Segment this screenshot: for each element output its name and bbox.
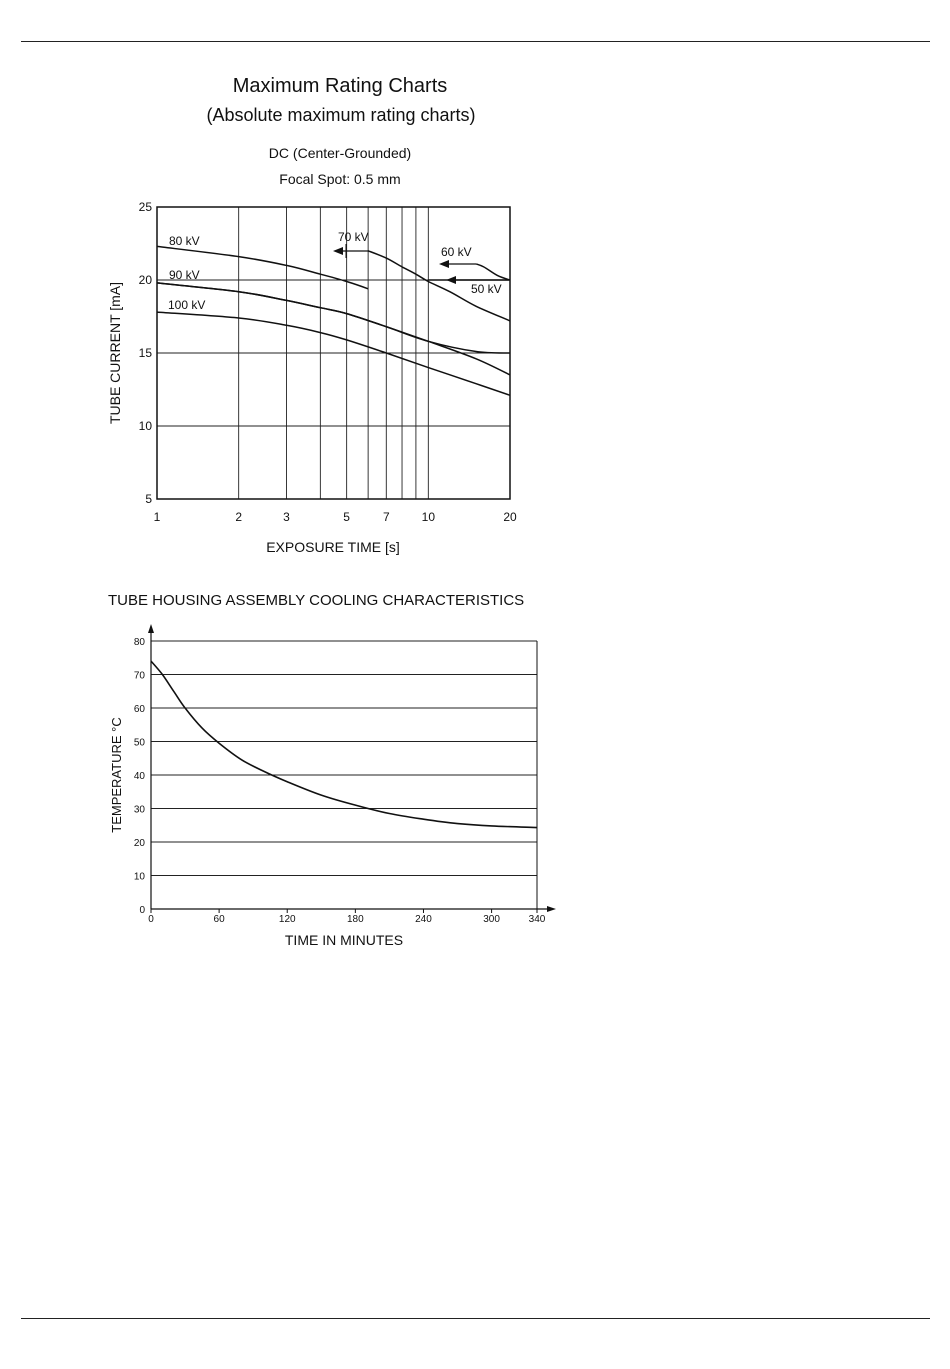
page-title: Maximum Rating Charts bbox=[232, 75, 448, 97]
rating-series-label: 50 kV bbox=[471, 282, 502, 296]
rating-x-tick-label: 7 bbox=[382, 510, 390, 524]
cooling-y-axis-label: TEMPERATURE °C bbox=[109, 717, 124, 833]
rating-x-tick-label: 3 bbox=[283, 510, 290, 524]
cooling-x-tick-label: 0 bbox=[148, 914, 154, 925]
rating-y-tick-label: 5 bbox=[145, 492, 152, 506]
rating-series-line-60-kv bbox=[476, 264, 510, 280]
rating-y-tick-label: 10 bbox=[138, 419, 152, 433]
condition-label: DC (Center-Grounded) bbox=[268, 145, 412, 161]
rating-y-tick-label: 15 bbox=[138, 346, 152, 360]
page-subtitle: (Absolute maximum rating charts) bbox=[206, 105, 476, 125]
arrow-60kv-head bbox=[439, 260, 449, 268]
rating-x-axis-label: EXPOSURE TIME [s] bbox=[266, 539, 400, 555]
arrow-70kv-head bbox=[333, 247, 343, 255]
rating-x-tick-label: 5 bbox=[343, 510, 350, 524]
rating-x-tick-label: 1 bbox=[153, 510, 161, 524]
cooling-x-tick-label: 240 bbox=[415, 914, 432, 925]
rating-series-label: 80 kV bbox=[169, 234, 200, 248]
cooling-y-axis-arrow bbox=[148, 624, 154, 633]
cooling-curve bbox=[151, 661, 537, 828]
cooling-y-tick-label: 30 bbox=[133, 804, 145, 816]
rating-series-label: 90 kV bbox=[169, 268, 200, 282]
cooling-x-tick-label: 60 bbox=[213, 914, 225, 925]
cooling-chart-title: TUBE HOUSING ASSEMBLY COOLING CHARACTERISTICS bbox=[108, 592, 525, 609]
cooling-y-tick-label: 70 bbox=[133, 670, 145, 682]
arrow-50kv-head bbox=[446, 276, 456, 284]
cooling-y-tick-label: 40 bbox=[133, 771, 145, 782]
rating-series-line-100-kv bbox=[157, 312, 510, 395]
rating-series-line-curve-6 bbox=[157, 283, 510, 375]
rating-series-line-90-kv bbox=[157, 283, 510, 353]
rating-x-tick-label: 10 bbox=[421, 510, 436, 524]
cooling-y-tick-label: 20 bbox=[133, 838, 145, 849]
rating-series-label: 100 kV bbox=[168, 298, 206, 312]
cooling-y-tick-label: 60 bbox=[133, 704, 145, 715]
cooling-y-tick-label: 50 bbox=[133, 737, 145, 749]
rating-x-tick-label: 2 bbox=[235, 510, 243, 524]
cooling-x-tick-label: 180 bbox=[347, 914, 364, 925]
focal-spot-label: Focal Spot: 0.5 mm bbox=[279, 171, 401, 187]
cooling-x-tick-label: 120 bbox=[278, 914, 296, 925]
rating-y-tick-label: 25 bbox=[138, 200, 152, 214]
cooling-x-axis-arrow bbox=[547, 906, 556, 912]
rating-series-label: 70 kV bbox=[338, 230, 369, 244]
rating-y-axis-label: TUBE CURRENT [mA] bbox=[107, 281, 123, 425]
cooling-y-tick-label: 80 bbox=[133, 637, 145, 648]
cooling-x-axis-label: TIME IN MINUTES bbox=[284, 932, 404, 948]
cooling-x-tick-label: 300 bbox=[483, 914, 500, 925]
rating-x-tick-label: 20 bbox=[503, 510, 517, 524]
rating-series-label: 60 kV bbox=[441, 245, 472, 259]
cooling-y-tick-label: 0 bbox=[139, 905, 145, 916]
cooling-y-tick-label: 10 bbox=[133, 871, 145, 883]
cooling-x-tick-label: 340 bbox=[528, 914, 546, 925]
rating-y-tick-label: 20 bbox=[138, 273, 152, 287]
